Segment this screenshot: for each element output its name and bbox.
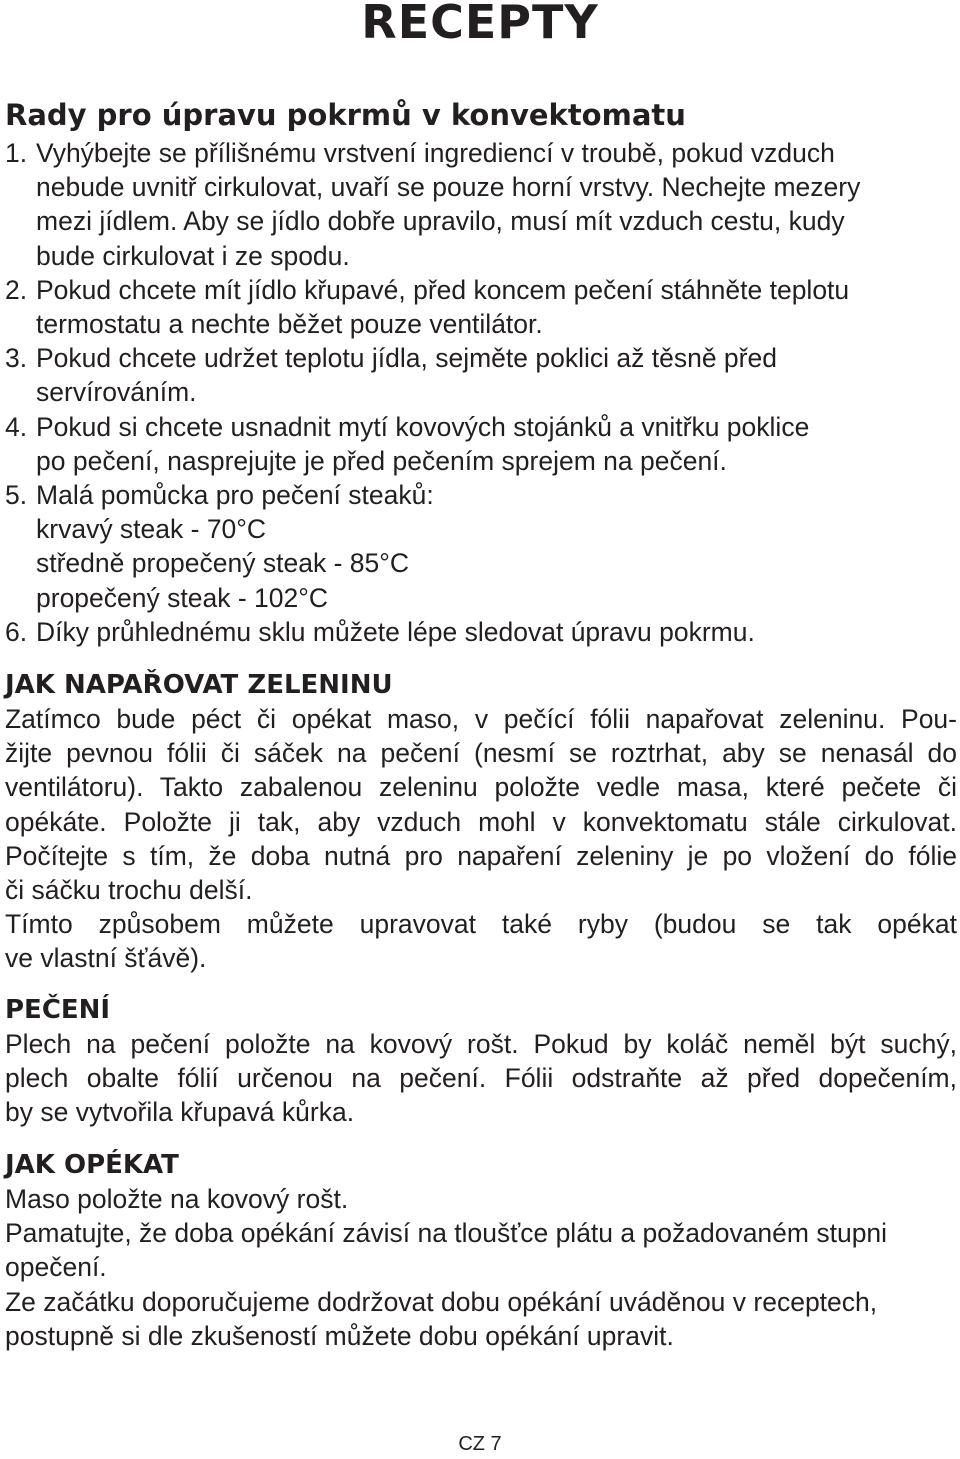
list-item-line: krvavý steak - 70°C [36, 514, 267, 545]
paragraph-line: Počítejte s tím, že doba nutná pro napaření zeleniny je po vložení do fólie [5, 840, 957, 871]
list-item-line: Vyhýbejte se přílišnému vrstvení ingrediencí v troubě, pokud vzduch [36, 138, 835, 168]
section-body-opekat [5, 1182, 957, 1353]
section-heading-peceni: PEČENÍ [5, 995, 111, 1025]
paragraph-line: Plech na pečení položte na kovový rošt. Pokud by koláč neměl být suchý, [5, 1029, 957, 1059]
list-item-line: Pokud chcete udržet teplotu jídla, sejměte poklici až těsně před [36, 343, 777, 374]
section-heading-opekat: JAK OPÉKAT [5, 1150, 179, 1180]
list-item-line: po pečení, nasprejujte je před pečením sprejem na pečení. [36, 445, 727, 476]
section-heading-rady: Rady pro úpravu pokrmů v konvektomatu [5, 98, 686, 132]
page-number: CZ 7 [458, 1433, 502, 1455]
list-item-number: 2. [5, 274, 28, 305]
paragraph-line: opékáte. Položte ji tak, aby vzduch mohl v konvektomatu stále cirkulovat. [5, 806, 957, 837]
list-item-line: termostatu a nechte běžet pouze ventilátor. [36, 309, 543, 340]
paragraph-line: by se vytvořila křupavá kůrka. [5, 1097, 355, 1128]
paragraph-line: žijte pevnou fólii či sáček na pečení (nesmí se roztrhat, aby se nenasál do [5, 738, 957, 769]
list-item-line: Díky průhlednému sklu můžete lépe sledovat úpravu pokrmu. [36, 616, 755, 647]
paragraph-line: ve vlastní šťávě). [5, 943, 207, 974]
list-item-line: Pokud si chcete usnadnit mytí kovových stojánků a vnitřku poklice [36, 411, 810, 442]
list-item-line: nebude uvnitř cirkulovat, uvaří se pouze horní vrstvy. Nechejte mezery [36, 172, 861, 203]
list-item-number: 6. [5, 616, 28, 647]
paragraph-line: postupně si dle zkušeností můžete dobu opékání upravit. [5, 1320, 674, 1351]
list-item [5, 341, 935, 409]
paragraph-line: opečení. [5, 1252, 107, 1283]
paragraph-line: Ze začátku doporučujeme dodržovat dobu opékání uváděnou v receptech, [5, 1286, 878, 1317]
paragraph-line: Zatímco bude péct či opékat maso, v pečící fólii napařovat zeleninu. Pou- [5, 704, 957, 734]
list-item-line: středně propečený steak - 85°C [36, 548, 409, 579]
tips-list [5, 136, 935, 649]
section-body-napar [5, 702, 957, 976]
list-item [5, 478, 935, 615]
section-peceni [5, 993, 957, 1130]
list-item [5, 615, 935, 649]
section-heading-napar: JAK NAPAŘOVAT ZELENINU [5, 670, 393, 700]
list-item-number: 5. [5, 480, 28, 511]
list-item [5, 273, 935, 341]
list-item-line: propečený steak - 102°C [36, 582, 328, 613]
list-item-line: bude cirkulovat i ze spodu. [36, 240, 350, 271]
section-napar [5, 668, 957, 976]
list-item-number: 1. [5, 138, 28, 168]
list-item-line: mezi jídlem. Aby se jídlo dobře upravilo, musí mít vzduch cestu, kudy [36, 206, 845, 237]
list-item-number: 3. [5, 343, 28, 374]
list-item-number: 4. [5, 411, 28, 442]
paragraph-line: či sáčku trochu delší. [5, 875, 253, 906]
paragraph-line: Tímto způsobem můžete upravovat také ryby (budou se tak opékat [5, 909, 957, 940]
list-item [5, 410, 935, 478]
paragraph-line: ventilátoru). Takto zabalenou zeleninu položte vedle masa, které pečete či [5, 772, 957, 803]
paragraph-line: plech obalte fólií určenou na pečení. Fólii odstraňte až před dopečením, [5, 1063, 957, 1094]
list-item [5, 136, 935, 273]
list-item-line: Malá pomůcka pro pečení steaků: [36, 480, 434, 511]
section-body-peceni [5, 1027, 957, 1130]
paragraph-line: Maso položte na kovový rošt. [5, 1184, 349, 1214]
list-item-line: Pokud chcete mít jídlo křupavé, před koncem pečení stáhněte teplotu [36, 274, 850, 305]
section-opekat [5, 1148, 957, 1353]
list-item-line: servírováním. [36, 377, 197, 408]
paragraph-line: Pamatujte, že doba opékání závisí na tloušťce plátu a požadovaném stupni [5, 1218, 888, 1249]
page-title: RECEPTY [361, 0, 599, 49]
